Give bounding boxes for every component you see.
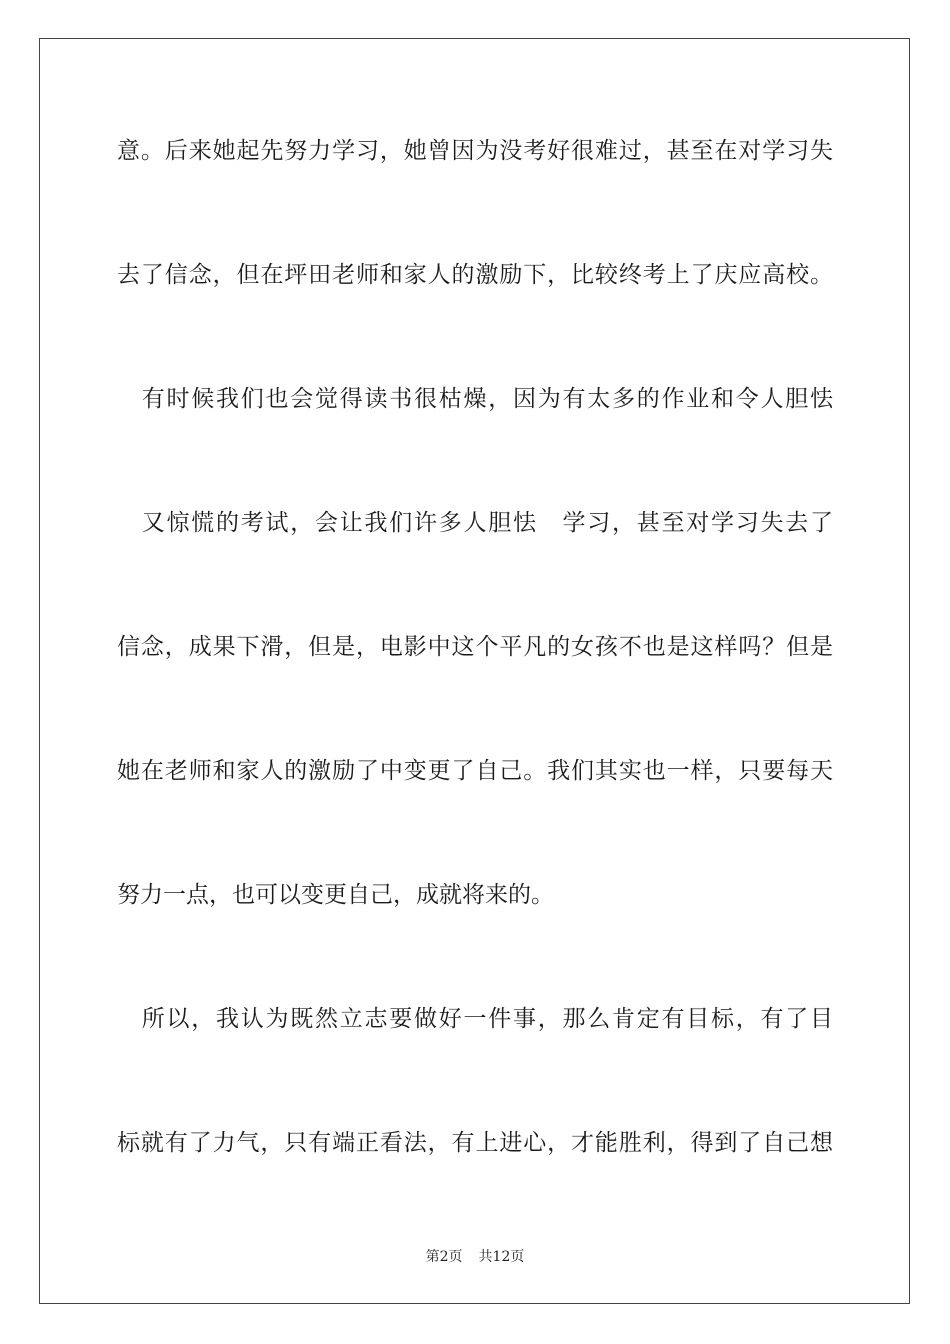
text-line-1: 意。后来她起先努力学习，她曾因为没考好很难过，甚至在对学习失 — [117, 138, 833, 164]
text-line-5: 信念，成果下滑，但是，电影中这个平凡的女孩不也是这样吗？但是 — [117, 634, 833, 660]
text-line-9: 标就有了力气，只有端正看法，有上进心，才能胜利，得到了自己想 — [117, 1130, 833, 1156]
page-number: 第2页 — [425, 1249, 463, 1265]
text-line-6: 她在老师和家人的激励了中变更了自己。我们其实也一样，只要每天 — [117, 758, 833, 784]
text-line-3: 有时候我们也会觉得读书很枯燥，因为有太多的作业和令人胆怯 — [117, 386, 833, 412]
text-line-4: 又惊慌的考试，会让我们许多人胆怯 学习，甚至对学习失去了 — [117, 510, 833, 536]
page-total: 共12页 — [478, 1249, 525, 1265]
text-line-2: 去了信念，但在坪田老师和家人的激励下，比较终考上了庆应高校。 — [117, 262, 833, 288]
text-line-8: 所以，我认为既然立志要做好一件事，那么肯定有目标，有了目 — [117, 1006, 833, 1032]
text-line-7: 努力一点，也可以变更自己，成就将来的。 — [117, 882, 554, 908]
page-footer — [0, 1246, 950, 1266]
page-frame — [39, 38, 910, 1304]
